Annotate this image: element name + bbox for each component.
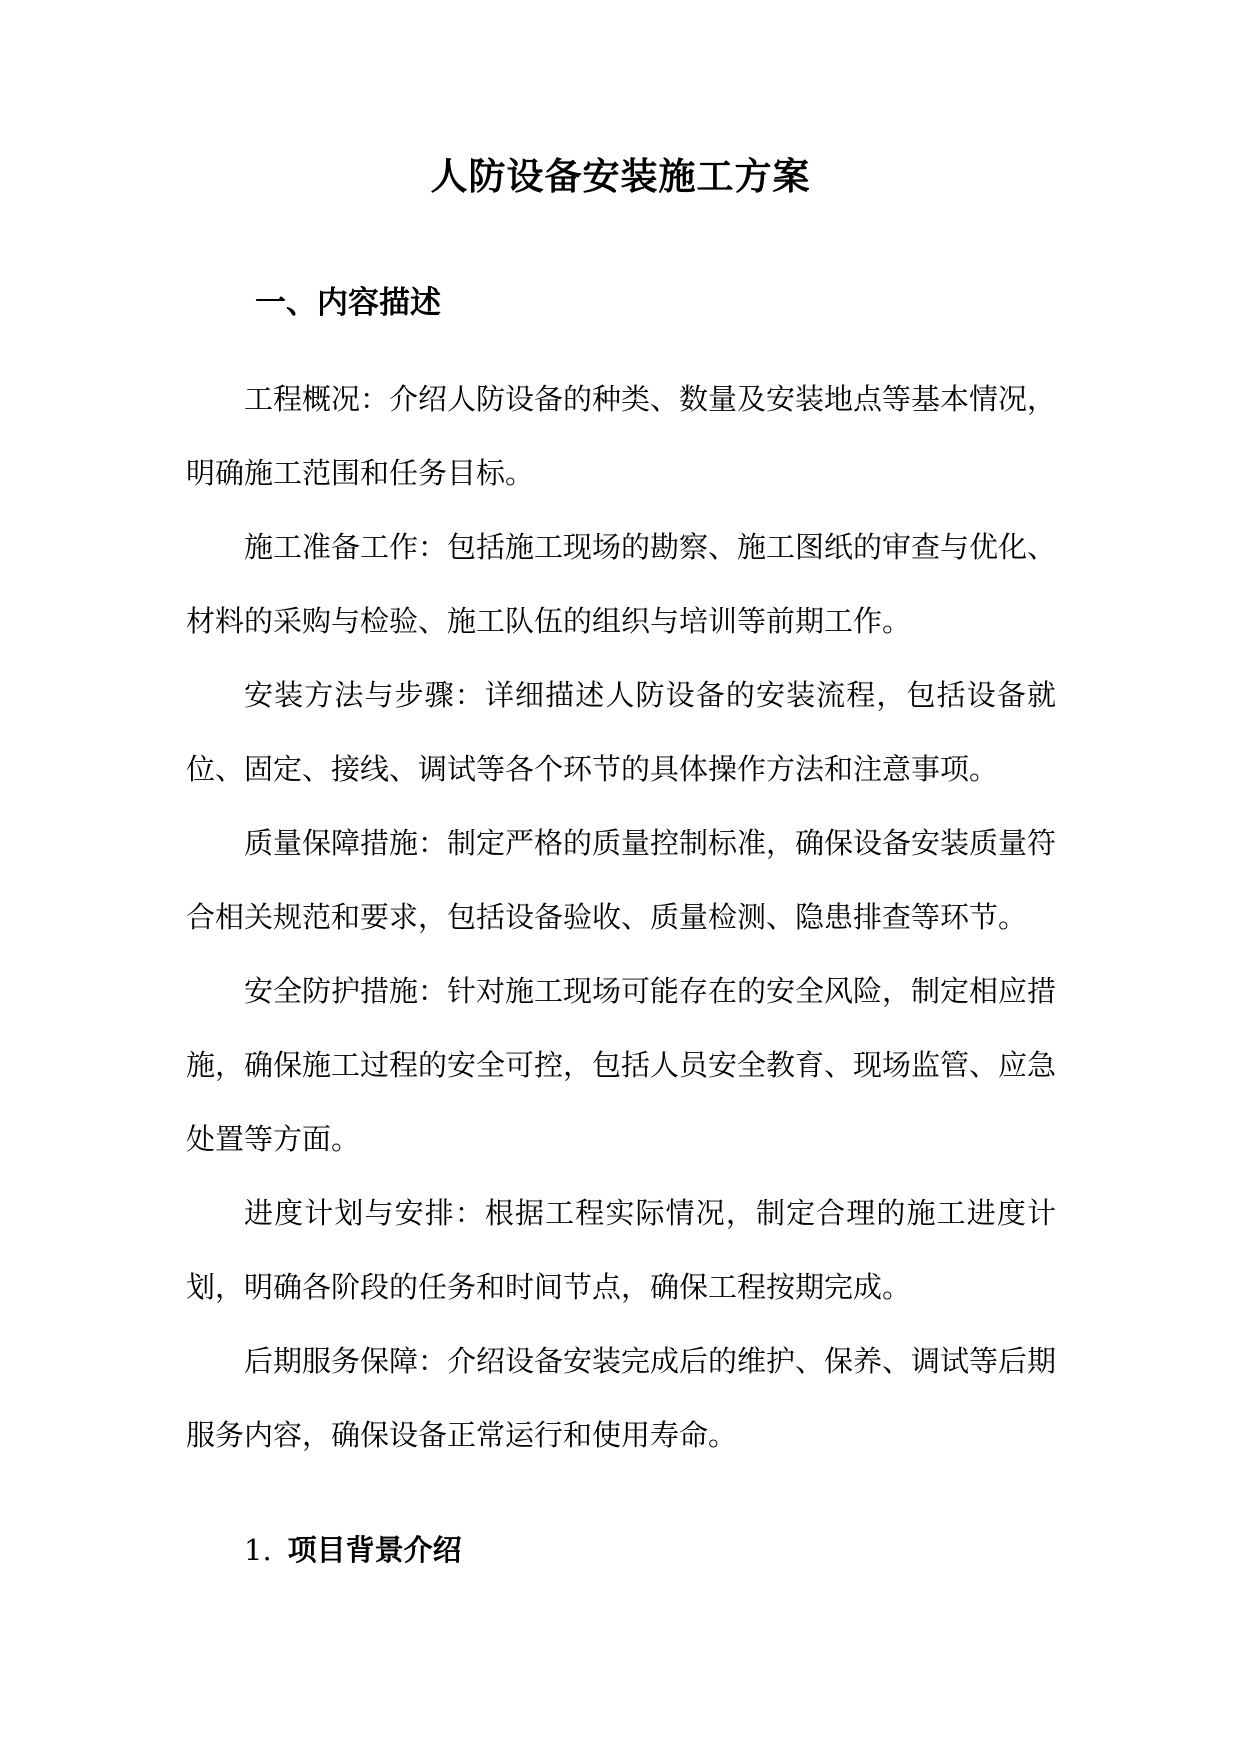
paragraph-schedule-plan: 进度计划与安排：根据工程实际情况，制定合理的施工进度计划，明确各阶段的任务和时间节点，确保工程按期完成。 — [186, 1196, 1056, 1304]
paragraph-project-overview: 工程概况：介绍人防设备的种类、数量及安装地点等基本情况，明确施工范围和任务目标。 — [186, 382, 1057, 490]
subsection-number: 1. — [244, 1533, 272, 1567]
section-heading-content-description: 一、内容描述 — [255, 285, 441, 321]
paragraph-construction-preparation: 施工准备工作：包括施工现场的勘察、施工图纸的审查与优化、材料的采购与检验、施工队伍的组织与培训等前期工作。 — [186, 530, 1057, 638]
paragraph-safety-measures: 安全防护措施：针对施工现场可能存在的安全风险，制定相应措施，确保施工过程的安全可控，包括人员安全教育、现场监管、应急处置等方面。 — [186, 974, 1057, 1156]
subsection-heading-project-background — [244, 1530, 462, 1570]
paragraph-installation-method: 安装方法与步骤：详细描述人防设备的安装流程，包括设备就位、固定、接线、调试等各个环节的具体操作方法和注意事项。 — [186, 678, 1056, 786]
document-title: 人防设备安装施工方案 — [430, 154, 811, 198]
body-text — [186, 362, 1056, 1472]
paragraph-quality-assurance: 质量保障措施：制定严格的质量控制标准，确保设备安装质量符合相关规范和要求，包括设备验收、质量检测、隐患排查等环节。 — [186, 826, 1057, 934]
subsection-label: 项目背景介绍 — [287, 1533, 462, 1567]
paragraph-after-service: 后期服务保障：介绍设备安装完成后的维护、保养、调试等后期服务内容，确保设备正常运行和使用寿命。 — [186, 1344, 1057, 1452]
